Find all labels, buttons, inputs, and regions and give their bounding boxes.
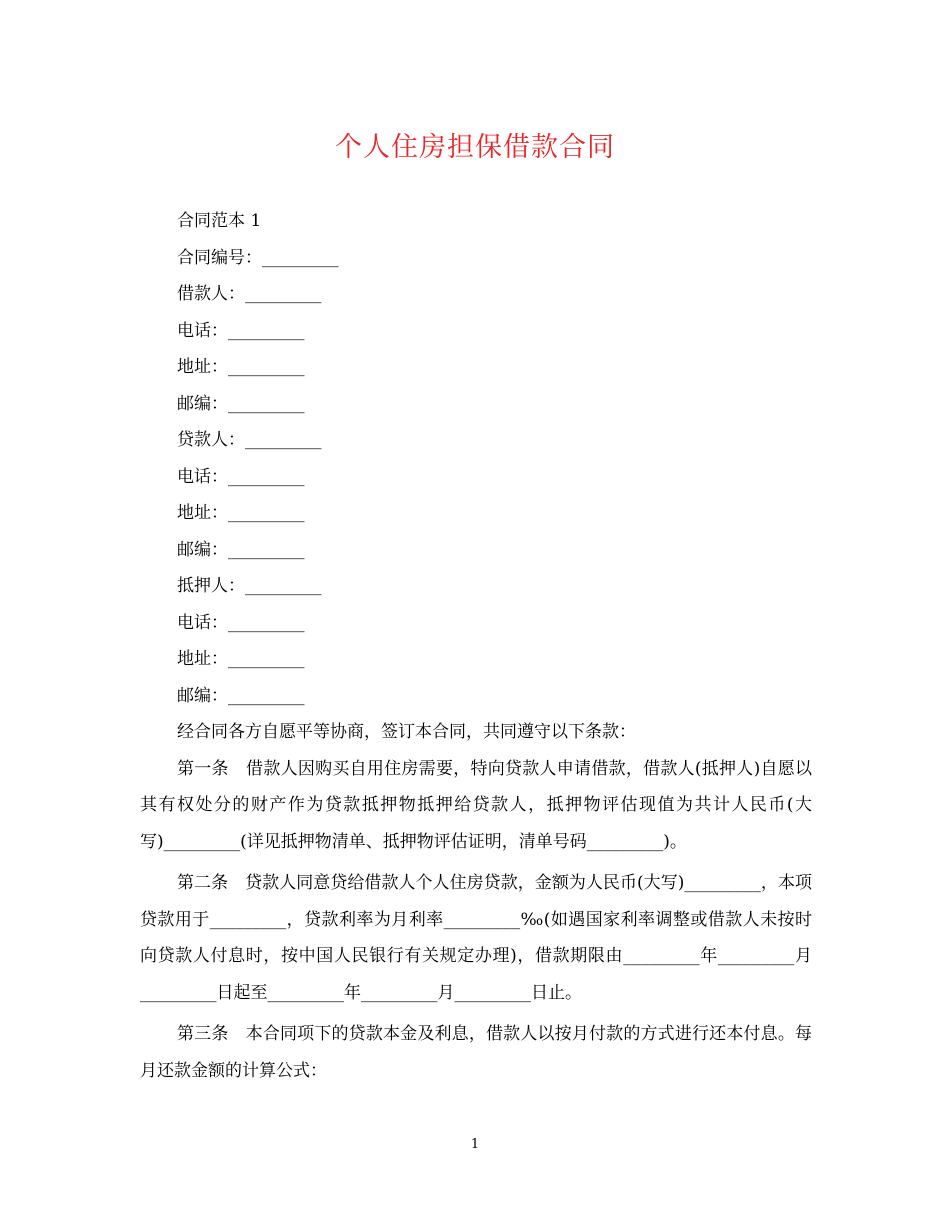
article-2-paragraph: 第二条 贷款人同意贷给借款人个人住房贷款，金额为人民币(大写)_________，本项贷款用于_________，贷款利率为月利率_________‰(如遇国家利率调整或借款人未按时向贷款人付息时，按中国人民银行有关规定办理)，借款期限由_________年_________月_________日起至_________年_________月_________日止。: [140, 873, 812, 1003]
mortgagor-postcode-field: 邮编：_________: [177, 685, 305, 706]
borrower-address-field: 地址：_________: [177, 357, 305, 377]
mortgagor-field: 抵押人：_________: [177, 576, 322, 596]
preamble-paragraph: 经合同各方自愿平等协商，签订本合同，共同遵守以下条款：: [177, 722, 636, 742]
borrower-phone-field: 电话：_________: [177, 320, 305, 341]
lender-phone-field: 电话：_________: [177, 466, 305, 487]
document-title: 个人住房担保借款合同: [335, 132, 615, 163]
lender-field: 贷款人：_________: [177, 430, 322, 450]
article-3-paragraph: 第三条 本合同项下的贷款本金及利息，借款人以按月付款的方式进行还本付息。每月还款金额的计算公式：: [140, 1024, 812, 1081]
lender-postcode-field: 邮编：_________: [177, 539, 305, 560]
contract-number-field: 合同编号：_________: [177, 247, 339, 268]
contract-template-label: 合同范本 1: [177, 211, 262, 231]
borrower-field: 借款人：_________: [177, 284, 322, 304]
document-body: [140, 203, 812, 1089]
lender-address-field: 地址：_________: [177, 503, 305, 523]
mortgagor-address-field: 地址：_________: [177, 649, 305, 669]
article-1-paragraph: 第一条 借款人因购买自用住房需要，特向贷款人申请借款，借款人(抵押人)自愿以其有权处分的财产作为贷款抵押物抵押给贷款人，抵押物评估现值为共计人民币(大写)_________(详见抵押物清单、抵押物评估证明，清单号码_________)。: [140, 758, 812, 852]
borrower-postcode-field: 邮编：_________: [177, 393, 305, 414]
page-number: 1: [470, 1137, 480, 1152]
mortgagor-phone-field: 电话：_________: [177, 612, 305, 633]
